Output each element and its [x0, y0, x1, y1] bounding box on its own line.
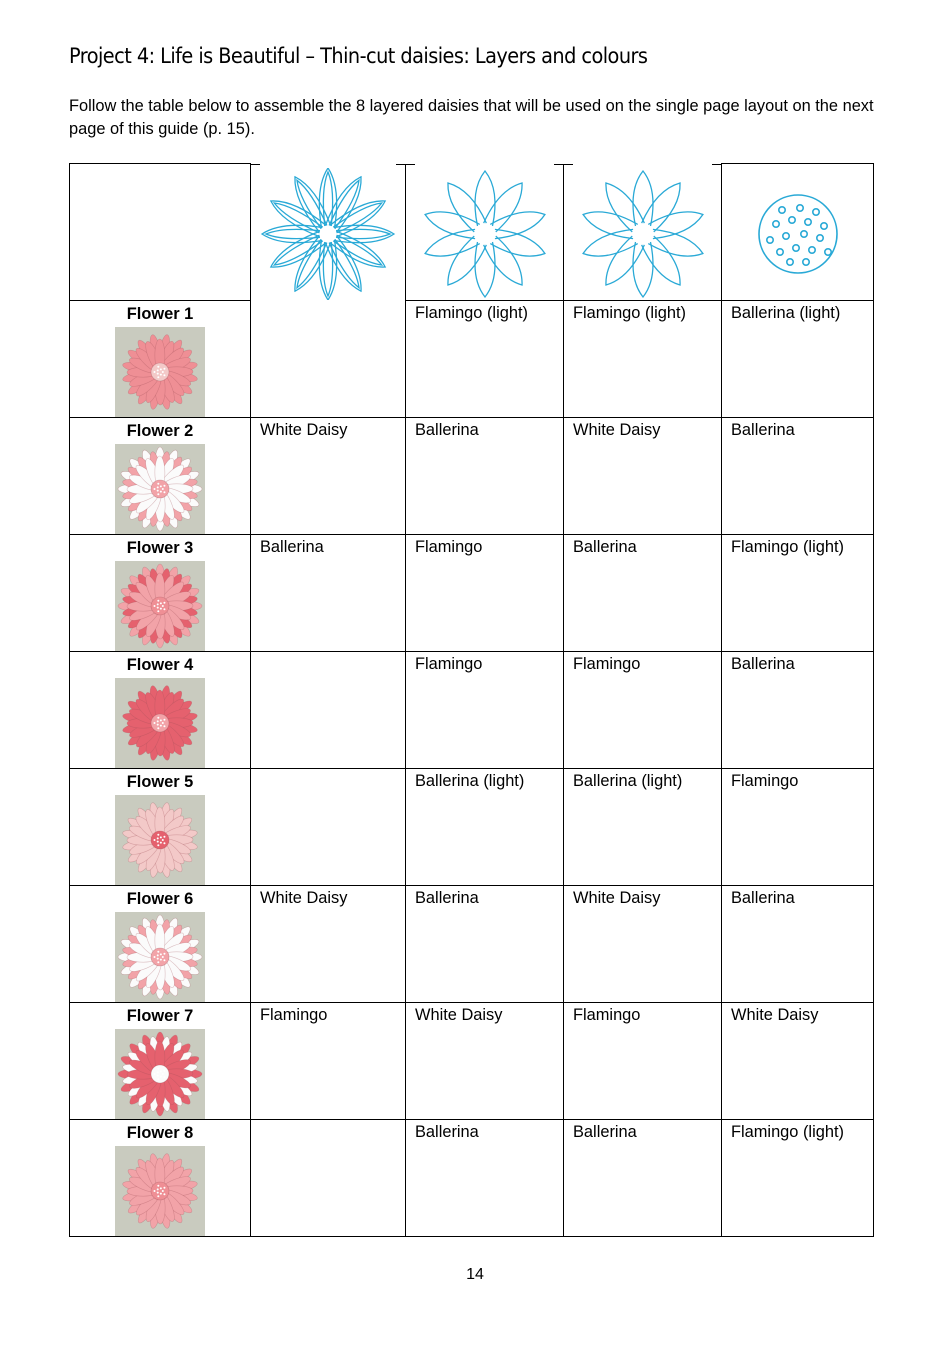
intro-paragraph: Follow the table below to assemble the 8 layered daisies that will be used on the single page layout on the next page of this guide (p. 15).	[69, 97, 874, 138]
layer-colour-cell	[722, 1003, 874, 1120]
header-empty-cell	[70, 164, 251, 301]
layer-colour-cell	[722, 652, 874, 769]
layer-colour-cell	[564, 535, 722, 652]
flower-name: Flower 5	[126, 773, 194, 791]
page-title: Project 4: Life is Beautiful – Thin-cut daisies: Layers and colours	[69, 44, 648, 68]
table-row	[70, 418, 874, 535]
layer-colour-cell	[406, 418, 564, 535]
table-row	[70, 535, 874, 652]
layer-colour-cell	[722, 301, 874, 418]
flower-name: Flower 2	[126, 422, 194, 440]
layer-colour-text: Flamingo	[260, 1006, 328, 1024]
layer-colour-text: White Daisy	[573, 889, 661, 907]
header-row	[70, 164, 874, 301]
header-die-cell	[406, 164, 564, 301]
flower-name-cell	[70, 1120, 251, 1237]
flower-name-cell	[70, 769, 251, 886]
layer-colour-text: Flamingo (light)	[731, 538, 844, 556]
layer-colour-text: Ballerina	[731, 655, 795, 673]
table-row	[70, 652, 874, 769]
layer-colour-text: Ballerina (light)	[573, 772, 683, 790]
layer-colour-cell	[406, 1120, 564, 1237]
layer-colour-cell	[564, 886, 722, 1003]
layer-colour-text: Ballerina	[573, 538, 637, 556]
layer-colour-text: Flamingo (light)	[415, 304, 528, 322]
table-row	[70, 886, 874, 1003]
layer-colour-cell	[251, 301, 406, 418]
layer-colour-cell	[564, 1120, 722, 1237]
flower-photo	[115, 795, 205, 885]
layer-colour-cell	[564, 652, 722, 769]
layer-colour-text: White Daisy	[573, 421, 661, 439]
layer-colour-cell	[251, 1003, 406, 1120]
layer-colour-cell	[564, 1003, 722, 1120]
flower-name-cell	[70, 535, 251, 652]
flower-photo	[115, 327, 205, 417]
layer-colour-cell	[564, 769, 722, 886]
flower-name-cell	[70, 301, 251, 418]
layer-colour-text: Ballerina	[415, 889, 479, 907]
layer-colour-text	[251, 1120, 405, 1124]
layer-colour-cell	[251, 652, 406, 769]
layer-colour-text: Ballerina	[731, 889, 795, 907]
layer-colour-text: Flamingo	[573, 1006, 641, 1024]
layer-colour-text: White Daisy	[415, 1006, 503, 1024]
layer-colour-text	[251, 769, 405, 773]
layer-colour-cell	[406, 886, 564, 1003]
daisy-centre-die-icon	[728, 168, 868, 300]
layer-colour-cell	[722, 418, 874, 535]
layer-colour-text: Ballerina	[260, 538, 324, 556]
layer-colour-cell	[722, 886, 874, 1003]
layer-colour-cell	[722, 535, 874, 652]
layer-colour-text: Ballerina	[415, 421, 479, 439]
flower-name-cell	[70, 1003, 251, 1120]
layer-colour-text: Flamingo	[731, 772, 799, 790]
layers-table	[69, 163, 874, 1237]
flower-photo	[115, 444, 205, 534]
layer-colour-cell	[564, 418, 722, 535]
table-row	[70, 1120, 874, 1237]
flower-name-cell	[70, 886, 251, 1003]
layer-colour-cell	[722, 769, 874, 886]
layer-colour-cell	[406, 652, 564, 769]
layer-colour-text: White Daisy	[260, 421, 348, 439]
table-row	[70, 769, 874, 886]
table-row	[70, 301, 874, 418]
flower-name: Flower 3	[126, 539, 194, 557]
layer-colour-text: Ballerina	[415, 1123, 479, 1141]
layer-colour-text: White Daisy	[260, 889, 348, 907]
page-number: 14	[466, 1266, 484, 1283]
daisy-die-icon-medium	[415, 168, 555, 300]
layer-colour-cell	[251, 418, 406, 535]
layer-colour-text	[251, 652, 405, 656]
header-die-cell	[251, 164, 406, 301]
header-die-cell	[564, 164, 722, 301]
flower-name: Flower 1	[126, 305, 194, 323]
flower-name: Flower 6	[126, 890, 194, 908]
layer-colour-cell	[251, 535, 406, 652]
flower-name: Flower 7	[126, 1007, 194, 1025]
flower-photo	[115, 912, 205, 1002]
layer-colour-text	[251, 301, 405, 305]
layer-colour-cell	[406, 535, 564, 652]
layer-colour-cell	[251, 1120, 406, 1237]
layer-colour-cell	[406, 769, 564, 886]
flower-name: Flower 4	[126, 656, 194, 674]
layer-colour-text: Flamingo	[573, 655, 641, 673]
layer-colour-text: Ballerina (light)	[415, 772, 525, 790]
layer-colour-cell	[251, 769, 406, 886]
layer-colour-cell	[406, 301, 564, 418]
daisy-die-icon-small	[573, 168, 713, 300]
flower-name-cell	[70, 652, 251, 769]
flower-photo	[115, 561, 205, 651]
layer-colour-text: Flamingo (light)	[573, 304, 686, 322]
flower-photo	[115, 1146, 205, 1236]
layer-colour-text: Flamingo	[415, 655, 483, 673]
layer-colour-cell	[251, 886, 406, 1003]
layer-colour-text: Ballerina (light)	[731, 304, 841, 322]
flower-photo	[115, 678, 205, 768]
layer-colour-cell	[564, 301, 722, 418]
daisy-die-icon-large	[258, 168, 398, 300]
header-die-cell	[722, 164, 874, 301]
layer-colour-cell	[722, 1120, 874, 1237]
layer-colour-text: White Daisy	[731, 1006, 819, 1024]
layer-colour-text: Ballerina	[731, 421, 795, 439]
flower-photo	[115, 1029, 205, 1119]
flower-name: Flower 8	[126, 1124, 194, 1142]
table-row	[70, 1003, 874, 1120]
layer-colour-text: Flamingo	[415, 538, 483, 556]
flower-name-cell	[70, 418, 251, 535]
layer-colour-text: Flamingo (light)	[731, 1123, 844, 1141]
layer-colour-cell	[406, 1003, 564, 1120]
layer-colour-text: Ballerina	[573, 1123, 637, 1141]
